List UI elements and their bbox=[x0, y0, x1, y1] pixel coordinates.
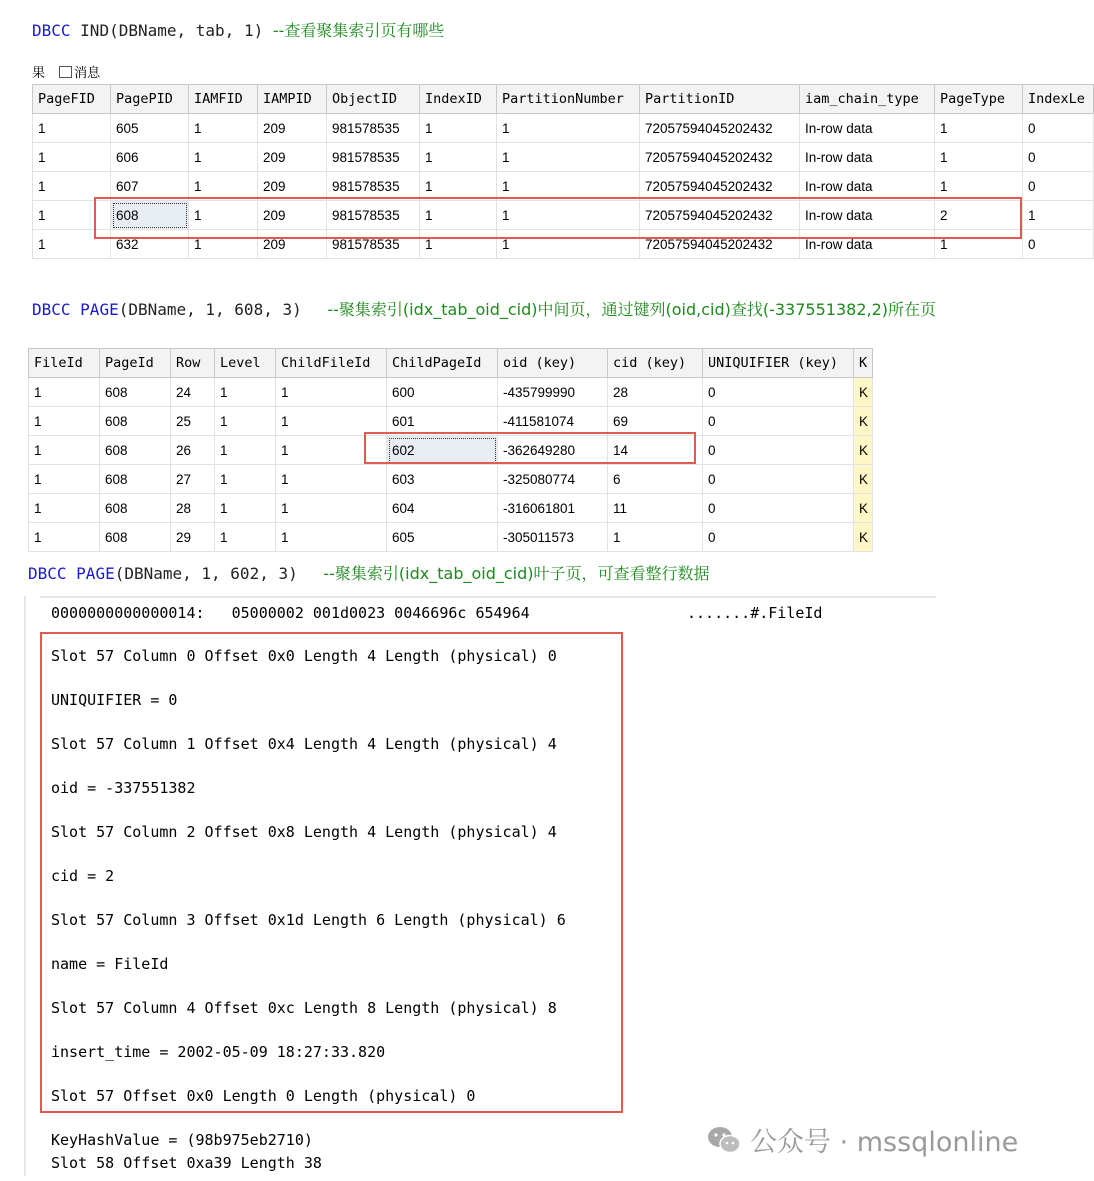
table-cell[interactable]: 27 bbox=[171, 465, 215, 494]
table-cell[interactable]: 11 bbox=[608, 494, 703, 523]
table-cell[interactable]: 0 bbox=[1023, 172, 1094, 201]
slot-line: insert_time = 2002-05-09 18:27:33.820 bbox=[51, 1043, 386, 1061]
table-cell[interactable]: 601 bbox=[387, 407, 498, 436]
table-cell[interactable]: 26 bbox=[171, 436, 215, 465]
table-cell[interactable]: 981578535 bbox=[327, 143, 420, 172]
table-cell[interactable]: 0 bbox=[1023, 230, 1094, 259]
table-cell[interactable]: 0 bbox=[703, 407, 854, 436]
table-cell[interactable]: 1 bbox=[29, 378, 100, 407]
table-cell[interactable]: 1 bbox=[420, 201, 497, 230]
table-cell[interactable]: 981578535 bbox=[327, 172, 420, 201]
table-cell[interactable]: 1 bbox=[497, 143, 640, 172]
slot-line: oid = -337551382 bbox=[51, 779, 196, 797]
table-cell[interactable]: 1 bbox=[215, 465, 276, 494]
table-cell[interactable]: 1 bbox=[608, 523, 703, 552]
table-cell[interactable]: 69 bbox=[608, 407, 703, 436]
table-cell[interactable]: 604 bbox=[387, 494, 498, 523]
table-cell[interactable]: K bbox=[854, 494, 873, 523]
table-cell[interactable]: -316061801 bbox=[498, 494, 608, 523]
table-cell[interactable]: 0 bbox=[703, 465, 854, 494]
table-cell[interactable]: 606 bbox=[111, 143, 189, 172]
column-header[interactable]: PagePID bbox=[111, 85, 189, 114]
command-args: (DBName, 1, 608, 3) bbox=[118, 300, 302, 319]
table-cell[interactable]: 209 bbox=[258, 143, 327, 172]
table-cell[interactable]: -435799990 bbox=[498, 378, 608, 407]
table-cell[interactable]: K bbox=[854, 523, 873, 552]
table-cell[interactable]: 1 bbox=[497, 114, 640, 143]
table-cell[interactable]: 0 bbox=[1023, 114, 1094, 143]
table-cell[interactable]: 1 bbox=[276, 407, 387, 436]
table-cell[interactable]: 1 bbox=[189, 230, 258, 259]
table-cell[interactable]: 1 bbox=[29, 407, 100, 436]
table-cell[interactable]: 1 bbox=[935, 143, 1023, 172]
tab-results[interactable]: 果 bbox=[32, 66, 46, 81]
slot-line: Slot 57 Column 3 Offset 0x1d Length 6 Length (physical) 6 bbox=[51, 911, 566, 929]
command-name: PAGE bbox=[80, 300, 119, 319]
table-cell[interactable]: 1 bbox=[29, 523, 100, 552]
table-cell[interactable]: 1 bbox=[215, 494, 276, 523]
table-cell[interactable]: In-row data bbox=[800, 172, 935, 201]
table-cell[interactable]: 29 bbox=[171, 523, 215, 552]
column-header[interactable]: iam_chain_type bbox=[800, 85, 935, 114]
table-cell[interactable]: 209 bbox=[258, 114, 327, 143]
table-cell[interactable]: -305011573 bbox=[498, 523, 608, 552]
table-cell[interactable]: 600 bbox=[387, 378, 498, 407]
table-cell[interactable]: 1 bbox=[29, 494, 100, 523]
hex-dump-line bbox=[51, 604, 823, 622]
column-header[interactable]: IndexLe bbox=[1023, 85, 1094, 114]
command-dbcc-page-602 bbox=[28, 561, 710, 584]
table-cell[interactable]: 1 bbox=[29, 436, 100, 465]
table-cell[interactable]: 608 bbox=[100, 465, 171, 494]
column-header[interactable]: ObjectID bbox=[327, 85, 420, 114]
table-cell[interactable]: 1 bbox=[497, 172, 640, 201]
hex-bytes: 05000002 001d0023 0046696c 654964 bbox=[231, 604, 530, 622]
table-cell[interactable]: K bbox=[854, 436, 873, 465]
command-name: PAGE bbox=[76, 564, 115, 583]
column-header[interactable]: PartitionNumber bbox=[497, 85, 640, 114]
slot-line: cid = 2 bbox=[51, 867, 115, 885]
table-cell[interactable]: 1 bbox=[33, 172, 111, 201]
slot-line: Slot 57 Offset 0x0 Length 0 Length (physical) 0 bbox=[51, 1087, 476, 1105]
slot-58-line: Slot 58 Offset 0xa39 Length 38 bbox=[51, 1154, 322, 1172]
table-cell[interactable]: 1 bbox=[276, 465, 387, 494]
table-cell[interactable]: 981578535 bbox=[327, 114, 420, 143]
table-row[interactable] bbox=[29, 407, 873, 436]
table-cell[interactable]: 1 bbox=[420, 143, 497, 172]
wechat-icon bbox=[706, 1125, 742, 1155]
table-row[interactable] bbox=[29, 523, 873, 552]
table-cell[interactable]: 209 bbox=[258, 201, 327, 230]
command-comment: --聚集索引(idx_tab_oid_cid)中间页，通过键列(oid,cid)查找(-337551382,2)所在页 bbox=[327, 300, 937, 319]
command-comment: --聚集索引(idx_tab_oid_cid)叶子页，可查看整行数据 bbox=[323, 564, 710, 583]
results-grid-1 bbox=[32, 84, 1094, 259]
command-args: (DBName, tab, 1) bbox=[109, 21, 264, 40]
table-cell[interactable]: 0 bbox=[703, 436, 854, 465]
table-row[interactable] bbox=[29, 494, 873, 523]
table-cell[interactable]: 608 bbox=[100, 378, 171, 407]
column-header[interactable]: FileId bbox=[29, 349, 100, 378]
table-cell[interactable]: 605 bbox=[387, 523, 498, 552]
column-header[interactable]: PartitionID bbox=[640, 85, 800, 114]
table-cell[interactable]: 1 bbox=[215, 378, 276, 407]
table-row[interactable] bbox=[29, 436, 873, 465]
table-cell[interactable]: 2 bbox=[935, 201, 1023, 230]
table-cell[interactable]: 1 bbox=[935, 172, 1023, 201]
table-cell[interactable]: 1 bbox=[420, 172, 497, 201]
keyword-dbcc: DBCC bbox=[28, 564, 67, 583]
table-cell[interactable]: -325080774 bbox=[498, 465, 608, 494]
table-row[interactable] bbox=[33, 230, 1094, 259]
column-header[interactable]: IndexID bbox=[420, 85, 497, 114]
slot-line: Slot 57 Column 2 Offset 0x8 Length 4 Length (physical) 4 bbox=[51, 823, 557, 841]
table-cell[interactable]: 1 bbox=[420, 230, 497, 259]
messages-pane-left-border bbox=[24, 596, 26, 1176]
table-cell[interactable]: 1 bbox=[497, 230, 640, 259]
table-cell[interactable]: 1 bbox=[1023, 201, 1094, 230]
table-cell[interactable]: 632 bbox=[111, 230, 189, 259]
table-cell[interactable]: 1 bbox=[276, 378, 387, 407]
table-cell[interactable]: K bbox=[854, 465, 873, 494]
table-cell[interactable]: 1 bbox=[33, 201, 111, 230]
tab-messages[interactable]: 消息 bbox=[74, 66, 101, 81]
command-args: (DBName, 1, 602, 3) bbox=[114, 564, 298, 583]
table-cell[interactable]: 608 bbox=[100, 407, 171, 436]
table-row[interactable] bbox=[29, 465, 873, 494]
table-cell[interactable]: 1 bbox=[29, 465, 100, 494]
keyword-dbcc: DBCC bbox=[32, 21, 71, 40]
table-cell[interactable]: In-row data bbox=[800, 201, 935, 230]
table-cell[interactable]: 209 bbox=[258, 230, 327, 259]
messages-icon bbox=[59, 66, 72, 78]
table-row[interactable] bbox=[29, 378, 873, 407]
table-cell[interactable]: 607 bbox=[111, 172, 189, 201]
table-cell[interactable]: 1 bbox=[189, 201, 258, 230]
table-cell[interactable]: 1 bbox=[33, 230, 111, 259]
column-header[interactable]: oid (key) bbox=[498, 349, 608, 378]
table-cell[interactable]: 602 bbox=[387, 436, 498, 465]
results-grid-2 bbox=[28, 348, 873, 552]
table-cell[interactable]: 25 bbox=[171, 407, 215, 436]
column-header[interactable]: PageType bbox=[935, 85, 1023, 114]
results-grid-2-viewport[interactable] bbox=[28, 348, 869, 545]
table-cell[interactable]: 608 bbox=[100, 436, 171, 465]
table-cell[interactable]: 981578535 bbox=[327, 230, 420, 259]
table-cell[interactable]: 1 bbox=[215, 407, 276, 436]
messages-pane-top-border bbox=[40, 596, 936, 598]
column-header[interactable]: IAMPID bbox=[258, 85, 327, 114]
result-tabs bbox=[32, 62, 110, 81]
table-cell[interactable]: 24 bbox=[171, 378, 215, 407]
table-cell[interactable]: 608 bbox=[100, 494, 171, 523]
table-cell[interactable]: -362649280 bbox=[498, 436, 608, 465]
table-cell[interactable]: 608 bbox=[100, 523, 171, 552]
table-cell[interactable]: 981578535 bbox=[327, 201, 420, 230]
table-cell[interactable]: 1 bbox=[935, 230, 1023, 259]
key-hash-line: KeyHashValue = (98b975eb2710) bbox=[51, 1131, 313, 1149]
column-header[interactable]: PageFID bbox=[33, 85, 111, 114]
table-cell[interactable]: 6 bbox=[608, 465, 703, 494]
column-header[interactable]: ChildFileId bbox=[276, 349, 387, 378]
table-cell[interactable]: In-row data bbox=[800, 230, 935, 259]
column-header[interactable]: Row bbox=[171, 349, 215, 378]
column-header[interactable]: Level bbox=[215, 349, 276, 378]
watermark bbox=[706, 1120, 1018, 1159]
table-cell[interactable]: 0 bbox=[1023, 143, 1094, 172]
table-cell[interactable]: 72057594045202432 bbox=[640, 230, 800, 259]
column-header[interactable]: cid (key) bbox=[608, 349, 703, 378]
table-cell[interactable]: 1 bbox=[189, 172, 258, 201]
table-cell[interactable]: 28 bbox=[171, 494, 215, 523]
table-cell[interactable]: 1 bbox=[276, 494, 387, 523]
table-cell[interactable]: 1 bbox=[189, 143, 258, 172]
table-cell[interactable]: 1 bbox=[276, 436, 387, 465]
watermark-text: 公众号 · mssqlonline bbox=[750, 1127, 1019, 1158]
slot-line: Slot 57 Column 1 Offset 0x4 Length 4 Length (physical) 4 bbox=[51, 735, 557, 753]
slot-line: Slot 57 Column 0 Offset 0x0 Length 4 Length (physical) 0 bbox=[51, 647, 557, 665]
table-cell[interactable]: 0 bbox=[703, 494, 854, 523]
table-cell[interactable]: 1 bbox=[33, 143, 111, 172]
table-cell[interactable]: K bbox=[854, 378, 873, 407]
table-cell[interactable]: 1 bbox=[215, 523, 276, 552]
table-row[interactable] bbox=[33, 201, 1094, 230]
table-cell[interactable]: In-row data bbox=[800, 143, 935, 172]
slot-line: Slot 57 Column 4 Offset 0xc Length 8 Length (physical) 8 bbox=[51, 999, 557, 1017]
keyword-dbcc: DBCC bbox=[32, 300, 71, 319]
table-cell[interactable]: 1 bbox=[189, 114, 258, 143]
hex-ascii: .......#.FileId bbox=[687, 604, 823, 622]
slot-line: name = FileId bbox=[51, 955, 169, 973]
command-dbcc-ind bbox=[32, 18, 444, 41]
command-name: IND bbox=[80, 21, 110, 40]
table-row[interactable] bbox=[33, 143, 1094, 172]
table-cell[interactable]: 1 bbox=[497, 201, 640, 230]
table-row[interactable] bbox=[33, 172, 1094, 201]
table-cell[interactable]: 28 bbox=[608, 378, 703, 407]
table-cell[interactable]: 14 bbox=[608, 436, 703, 465]
table-cell[interactable]: 72057594045202432 bbox=[640, 143, 800, 172]
table-row[interactable] bbox=[33, 114, 1094, 143]
column-header[interactable]: ChildPageId bbox=[387, 349, 498, 378]
slot-line: UNIQUIFIER = 0 bbox=[51, 691, 178, 709]
table-cell[interactable]: 72057594045202432 bbox=[640, 172, 800, 201]
column-header[interactable]: IAMFID bbox=[189, 85, 258, 114]
table-cell[interactable]: 603 bbox=[387, 465, 498, 494]
table-cell[interactable]: 1 bbox=[420, 114, 497, 143]
command-dbcc-page-608 bbox=[32, 297, 936, 320]
column-header[interactable]: PageId bbox=[100, 349, 171, 378]
table-cell[interactable]: K bbox=[854, 407, 873, 436]
table-cell[interactable]: 0 bbox=[703, 523, 854, 552]
table-cell[interactable]: In-row data bbox=[800, 114, 935, 143]
table-cell[interactable]: 0 bbox=[703, 378, 854, 407]
table-cell[interactable]: 608 bbox=[111, 201, 189, 230]
table-cell[interactable]: 209 bbox=[258, 172, 327, 201]
table-cell[interactable]: 72057594045202432 bbox=[640, 114, 800, 143]
column-header[interactable]: UNIQUIFIER (key) bbox=[703, 349, 854, 378]
table-cell[interactable]: -411581074 bbox=[498, 407, 608, 436]
table-cell[interactable]: 1 bbox=[935, 114, 1023, 143]
table-cell[interactable]: 605 bbox=[111, 114, 189, 143]
command-comment: --查看聚集索引页有哪些 bbox=[272, 21, 445, 40]
table-cell[interactable]: 1 bbox=[33, 114, 111, 143]
column-header[interactable]: K bbox=[854, 349, 873, 378]
table-cell[interactable]: 72057594045202432 bbox=[640, 201, 800, 230]
table-cell[interactable]: 1 bbox=[276, 523, 387, 552]
table-cell[interactable]: 1 bbox=[215, 436, 276, 465]
hex-offset: 0000000000000014: bbox=[51, 604, 205, 622]
results-grid-1-viewport[interactable] bbox=[32, 84, 1085, 262]
